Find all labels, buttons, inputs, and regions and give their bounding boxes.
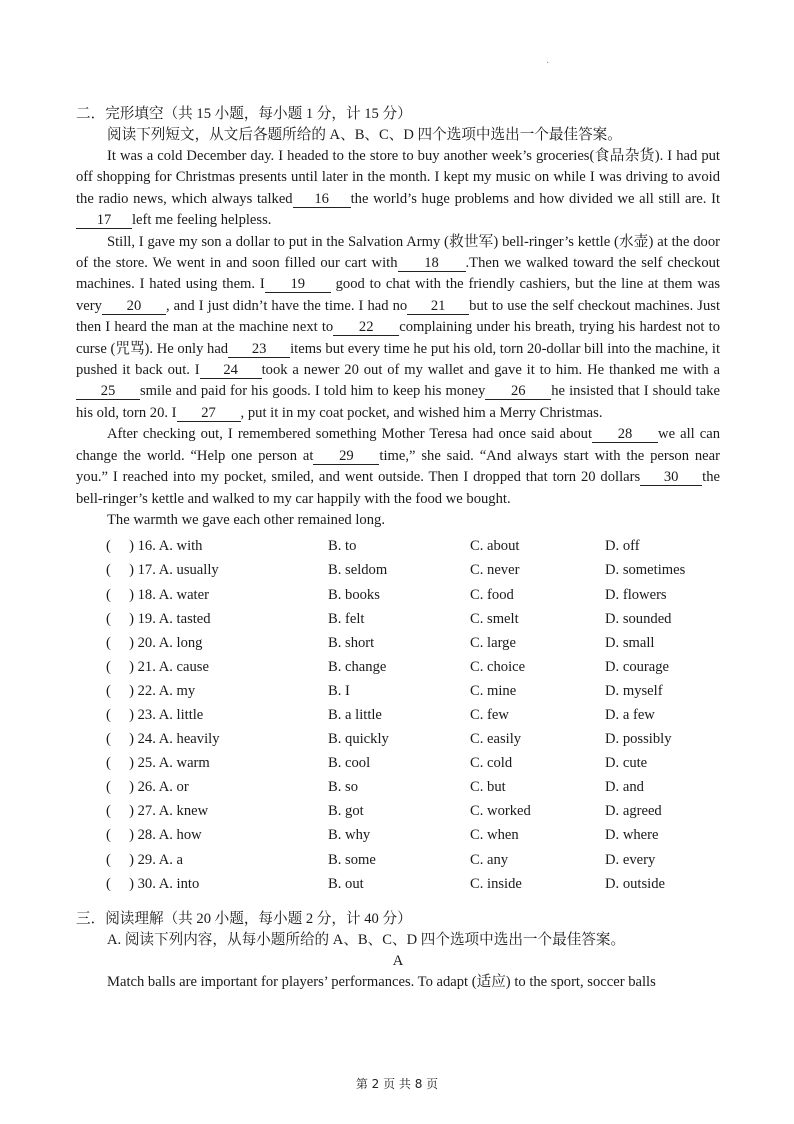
blank-23[interactable]: 23 — [228, 342, 290, 358]
option-d: D. cute — [605, 755, 648, 772]
option-d: D. outside — [605, 875, 665, 892]
option-b: B. books — [328, 586, 380, 603]
option-c: C. any — [470, 851, 509, 868]
p2-text-11: , put it in my coat pocket, and wished him a Merry Christmas. — [240, 404, 603, 421]
option-b: B. to — [328, 538, 357, 555]
option-c: C. choice — [470, 658, 526, 675]
option-c: C. cold — [470, 755, 513, 772]
option-d: D. courage — [605, 658, 670, 675]
option-d: D. sounded — [605, 610, 672, 627]
option-d: D. small — [605, 634, 655, 651]
blank-28[interactable]: 28 — [592, 427, 658, 443]
option-row — [76, 823, 720, 847]
blank-27[interactable]: 27 — [177, 406, 241, 422]
p3-text-1: After checking out, I remembered something Mother Teresa had once said about — [107, 426, 593, 443]
option-question: ( ) 17. A. usually — [106, 562, 219, 579]
option-d: D. off — [605, 538, 640, 555]
blank-22[interactable]: 22 — [333, 320, 399, 336]
paragraph-1 — [76, 146, 720, 232]
p1-text-1: It was a cold December day. I headed to the store to buy another week’s groceries(食品杂货). I had put off shopping for Christmas presents until later in the month. I kept my music on while I was driving to avoid the radio news, which always talked — [76, 148, 720, 207]
option-d: D. flowers — [605, 586, 667, 603]
option-row — [76, 534, 720, 558]
option-row — [76, 607, 720, 631]
option-c: C. about — [470, 538, 520, 555]
option-question: ( ) 29. A. a — [106, 851, 184, 868]
p2-text-2: .Then we walked toward the self checkout machines. I hated using them. I — [76, 255, 720, 293]
option-row — [76, 848, 720, 872]
passage-label: A — [392, 952, 404, 969]
page-footer: 第 2 页 共 8 页 — [355, 1077, 439, 1091]
p3-text-3: time,” she said. “And always start with the person near you.” I reached into my pocket, smiled, and went outside. Then I dropped that torn 20 dollars — [76, 447, 720, 486]
p2-text-1: Still, I gave my son a dollar to put in the Salvation Army (救世军) bell-ringer’s kettle (水壶) at the door of the store. We went in and soon filled our cart with — [76, 233, 720, 272]
option-row — [76, 799, 720, 823]
option-b: B. got — [328, 803, 364, 820]
option-c: C. smelt — [470, 610, 519, 627]
option-question: ( ) 28. A. how — [106, 827, 202, 844]
p2-text-9: smile and paid for his goods. I told him to keep his money — [140, 383, 486, 400]
option-question: ( ) 25. A. warm — [106, 755, 210, 772]
p1-text-2: the world’s huge problems and how divided we all still are. It — [350, 190, 721, 207]
option-d: D. a few — [605, 706, 655, 723]
option-row — [76, 703, 720, 727]
blank-18[interactable]: 18 — [398, 256, 466, 272]
option-b: B. so — [328, 779, 359, 796]
option-c: C. when — [470, 827, 519, 844]
option-question: ( ) 16. A. with — [106, 538, 203, 555]
option-c: C. inside — [470, 875, 522, 892]
blank-30[interactable]: 30 — [640, 470, 702, 486]
option-b: B. why — [328, 827, 371, 844]
blank-21[interactable]: 21 — [407, 299, 469, 315]
option-b: B. change — [328, 658, 387, 675]
option-question: ( ) 23. A. little — [106, 706, 204, 723]
option-question: ( ) 27. A. knew — [106, 803, 209, 820]
cloze-passage — [76, 146, 720, 510]
scan-dot: · — [546, 58, 550, 69]
blank-17[interactable]: 17 — [76, 213, 132, 229]
option-c: C. mine — [470, 682, 517, 699]
p1-text-3: left me feeling helpless. — [132, 212, 272, 229]
p2-text-5: but to use the self checkout machines. Just then I heard the man at the machine next to — [76, 297, 721, 336]
blank-20[interactable]: 20 — [102, 299, 166, 315]
option-d: D. and — [605, 779, 644, 796]
option-row — [76, 751, 720, 775]
option-c: C. few — [470, 706, 509, 723]
option-question: ( ) 19. A. tasted — [106, 610, 211, 627]
option-d: D. myself — [605, 682, 663, 699]
option-row — [76, 631, 720, 655]
option-b: B. some — [328, 851, 376, 868]
option-question: ( ) 21. A. cause — [106, 658, 209, 675]
option-d: D. where — [605, 827, 659, 844]
option-question: ( ) 30. A. into — [106, 875, 200, 892]
section2-title: 二．完形填空（共 15 小题，每小题 1 分，计 15 分） — [76, 106, 412, 122]
blank-25[interactable]: 25 — [76, 384, 140, 400]
p3-text-4: the bell-ringer’s kettle and walked to my car happily with the food we bought. — [76, 469, 720, 507]
options-list — [76, 534, 720, 895]
section2-instruction: 阅读下列短文，从文后各题所给的 A、B、C、D 四个选项中选出一个最佳答案。 — [107, 127, 622, 143]
option-d: D. possibly — [605, 731, 672, 748]
option-d: D. agreed — [605, 803, 662, 820]
p2-text-10: he insisted that I should take his old, torn 20. I — [76, 383, 720, 421]
option-b: B. short — [328, 634, 375, 651]
option-row — [76, 679, 720, 703]
option-d: D. every — [605, 851, 656, 868]
p2-text-8: took a newer 20 out of my wallet and gave it to him. He thanked me with a — [261, 362, 720, 379]
section3-instruction: A. 阅读下列内容，从每小题所给的 A、B、C、D 四个选项中选出一个最佳答案。 — [107, 931, 626, 948]
blank-16[interactable]: 16 — [293, 192, 351, 208]
blank-19[interactable]: 19 — [265, 277, 331, 293]
p2-text-6: complaining under his breath, trying his hardest not to curse (咒骂). He only had — [76, 319, 720, 357]
option-c: C. easily — [470, 731, 522, 748]
option-question: ( ) 18. A. water — [106, 586, 209, 603]
option-c: C. food — [470, 586, 514, 603]
option-question: ( ) 22. A. my — [106, 682, 196, 699]
option-b: B. felt — [328, 610, 365, 627]
option-row — [76, 558, 720, 582]
exam-page — [76, 104, 720, 993]
option-d: D. sometimes — [605, 562, 686, 579]
option-b: B. I — [328, 682, 350, 699]
option-b: B. cool — [328, 755, 371, 772]
option-row — [76, 583, 720, 607]
closing-line: The warmth we gave each other remained long. — [107, 511, 385, 528]
option-question: ( ) 24. A. heavily — [106, 731, 220, 748]
paragraph-3 — [76, 424, 720, 510]
p2-text-3: good to chat with the friendly cashiers, but the line at them was very — [76, 276, 720, 314]
option-row — [76, 775, 720, 799]
option-row — [76, 727, 720, 751]
blank-29[interactable]: 29 — [313, 449, 379, 465]
option-question: ( ) 20. A. long — [106, 634, 203, 651]
option-c: C. worked — [470, 803, 531, 820]
option-c: C. large — [470, 634, 516, 651]
blank-24[interactable]: 24 — [200, 363, 262, 379]
p3-text-2: we all can change the world. “Help one person at — [76, 426, 720, 464]
option-row — [76, 655, 720, 679]
option-b: B. out — [328, 875, 364, 892]
option-b: B. seldom — [328, 562, 388, 579]
section3 — [76, 909, 720, 993]
option-c: C. but — [470, 779, 506, 796]
paragraph-2 — [76, 232, 720, 425]
option-b: B. a little — [328, 706, 382, 723]
p2-text-4: , and I just didn’t have the time. I had no — [165, 297, 408, 314]
option-question: ( ) 26. A. or — [106, 779, 189, 796]
option-row — [76, 872, 720, 896]
option-b: B. quickly — [328, 731, 389, 748]
section3-title: 三．阅读理解（共 20 小题，每小题 2 分，计 40 分） — [76, 910, 412, 927]
blank-26[interactable]: 26 — [485, 384, 551, 400]
passage-first-line: Match balls are important for players’ performances. To adapt (适应) to the sport, soccer balls — [107, 973, 656, 990]
option-c: C. never — [470, 562, 520, 579]
p2-text-7: items but every time he put his old, torn 20-dollar bill into the machine, it pushed it back out. I — [76, 340, 720, 379]
